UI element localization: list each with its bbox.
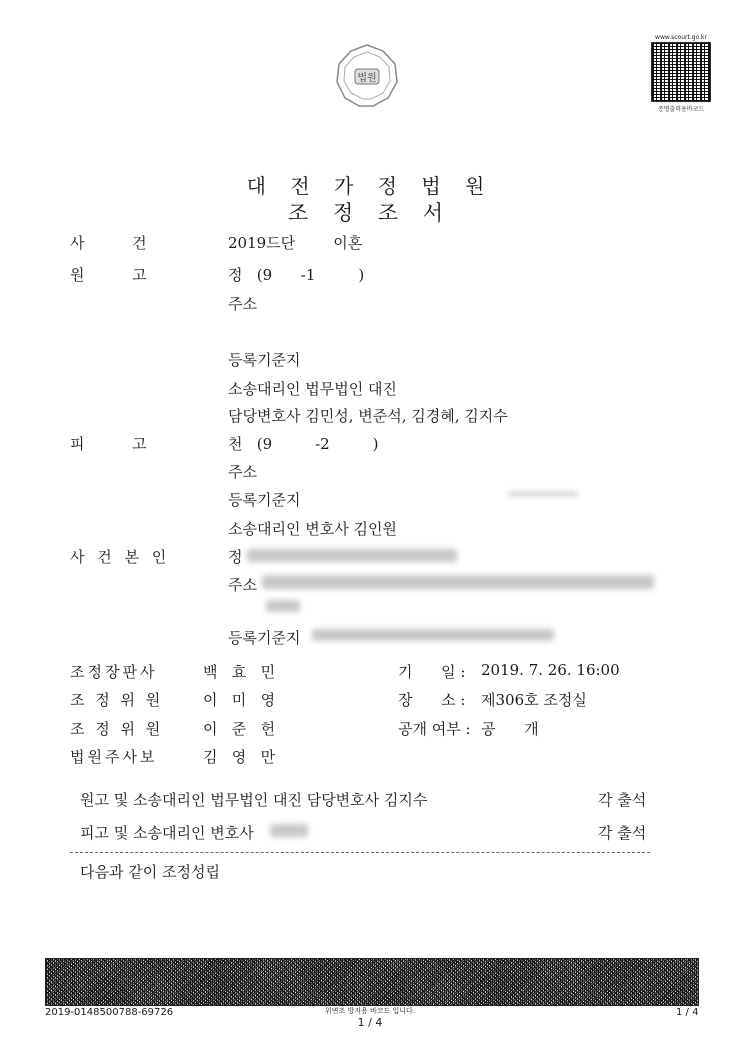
redacted-defendant-registry — [508, 492, 578, 496]
verification-barcode — [650, 34, 712, 114]
official-name: 김 영 만 — [203, 748, 276, 766]
defendant-attendance-status: 각 출석 — [598, 824, 647, 842]
official-name: 백 효 민 — [203, 663, 276, 681]
session-date-label: 기 일 : — [398, 663, 466, 681]
defendant-attorney: 소송대리인 변호사 김인원 — [228, 520, 397, 538]
plaintiff-lawyers: 담당변호사 김민성, 변준석, 김경혜, 김지수 — [228, 407, 508, 425]
qr-code-icon — [651, 42, 711, 102]
session-place-label: 장 소 : — [398, 691, 466, 709]
redacted-principal-name — [247, 549, 457, 562]
conclusion-text: 다음과 같이 조정성립 — [80, 863, 220, 881]
official-name: 이 준 헌 — [203, 720, 276, 738]
barcode-label: 증명출력용바코드 — [657, 106, 705, 113]
session-public-label: 공개 여부 : — [398, 720, 471, 738]
defendant-registry-label: 등록기준지 — [228, 491, 301, 509]
court-seal-icon — [333, 42, 401, 110]
barcode-warning: 위변조 방지용 바코드 입니다. — [324, 1007, 416, 1015]
official-name: 이 미 영 — [203, 691, 276, 709]
principal-name-prefix: 정 — [228, 548, 243, 566]
official-role: 조 정 위 원 — [70, 691, 164, 709]
case-value: 2019드단 이혼 — [228, 234, 363, 252]
section-divider — [70, 852, 650, 853]
principal-registry-label: 등록기준지 — [228, 629, 301, 647]
plaintiff-label: 원 고 — [70, 266, 147, 284]
page-number: 1 / 4 — [676, 1007, 699, 1018]
plaintiff-attendance-status: 각 출석 — [598, 791, 647, 809]
plaintiff-attendance: 원고 및 소송대리인 법무법인 대진 담당변호사 김지수 — [80, 791, 428, 809]
barcode-url: www.scourt.go.kr — [655, 34, 707, 41]
redacted-defendant-lawyer — [270, 824, 308, 837]
court-name: 대 전 가 정 법 원 — [246, 174, 494, 198]
defendant-attendance: 피고 및 소송대리인 변호사 — [80, 824, 254, 842]
plaintiff-name: 정 (9 -1 ) — [228, 266, 365, 284]
defendant-label: 피 고 — [70, 435, 147, 453]
plaintiff-attorney: 소송대리인 법무법인 대진 — [228, 380, 397, 398]
official-role: 법원주사보 — [70, 748, 158, 766]
plaintiff-registry-label: 등록기준지 — [228, 351, 301, 369]
document-title: 조 정 조 서 — [287, 201, 453, 225]
defendant-address-label: 주소 — [228, 463, 257, 481]
redacted-principal-address-2 — [266, 600, 300, 612]
session-public: 공 개 — [481, 720, 539, 738]
plaintiff-address-label: 주소 — [228, 295, 257, 313]
session-place: 제306호 조정실 — [481, 691, 587, 709]
page-number-center: 1 / 4 — [357, 1016, 383, 1029]
redacted-principal-address — [262, 575, 654, 589]
defendant-name: 천 (9 -2 ) — [228, 435, 379, 453]
case-label: 사 건 — [70, 234, 147, 252]
redacted-principal-registry — [312, 629, 554, 641]
principal-label: 사 건 본 인 — [70, 548, 171, 566]
seal-text: 법원 — [357, 73, 377, 84]
official-role: 조 정 위 원 — [70, 720, 164, 738]
anti-forgery-barcode — [45, 958, 699, 1006]
document-number: 2019-0148500788-69726 — [45, 1007, 174, 1018]
official-role: 조정장판사 — [70, 663, 158, 681]
session-date: 2019. 7. 26. 16:00 — [481, 661, 620, 679]
principal-address-label: 주소 — [228, 576, 257, 594]
